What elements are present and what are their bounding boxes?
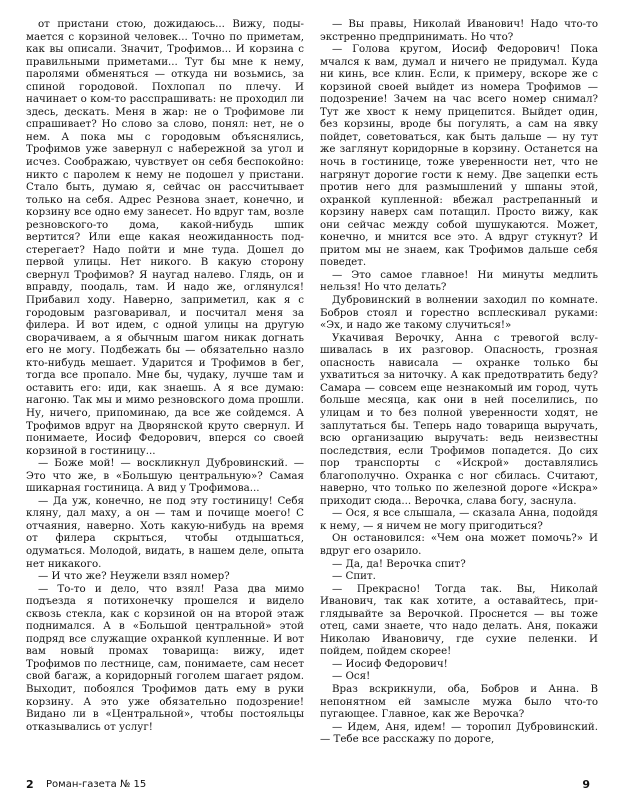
paragraph: Враз вскрикнули, оба, Бобров и Анна. В непонятном ей замысле мужа было что-то пугающее. Главное, как же Верочка? [320,682,598,721]
paragraph: — Это самое главное! Ни минуты медлить нельзя! Но что делать? [320,268,598,294]
paragraph: — Прекрасно! Тогда так. Вы, Николай Иванович, так как хотите, а оставайтесь, приглядывайте за Верочкой. Проснется — вы тоже отец, сами знаете, что надо делать. Аня, покажи Николаю Ивановичу, где сухие пеленки. И пойдем, пойдем скорее! [320,582,598,658]
publication-name: Роман-газета № 15 [46,779,147,790]
paragraph: Дубровинский в волнении заходил по комнате. Бобров стоял и горестно всплескивал руками: «Эх, и надо же такому случиться!» [320,294,598,332]
paragraph: — Спит. [332,570,376,583]
paragraph: — Ося, я все слышала, — сказала Анна, подойдя к нему, — я ничем не могу пригодиться? [320,507,598,532]
paragraph: Он остановился: «Чем она может помочь?» И вдруг его озарило. [320,532,598,557]
text-column-left [26,18,304,733]
paragraph: — Да уж, конечно, не под эту гостиницу! Себя кляну, дал маху, а он — там и почище моего! С отчаяния, наверно. Хоть какую-нибудь на время от филера скрыться, чтобы отдышаться, одуматься. Молодой, видать, в нашем деле, опыта нет никакого. [26,494,304,570]
paragraph: — Вы правы, Николай Иванович! Надо что-то экстренно предпринимать. Но что? [320,18,598,43]
paragraph: — И что же? Неужели взял номер? [38,570,230,583]
paragraph: от пристани стою, дожидаюсь... Вижу, подымается с корзиной человек... Точно по приметам, как вы описали. Значит, Трофимов... И корзина с правильными приметами... Тут бы мне к нему, паролями обменяться — откуда ни возьмись, за спиной городовой. Похлопал по плечу. И начинает о ком-то расспрашивать: не проходил ли здесь, дескать. Меня в жар: не о Трофимове ли спрашивает? Но слово за слово, понял: нет, не о нем. А пока мы с городовым объяснялись, Трофимов уже завернул с набережной за угол и исчез. Соображаю, чувствует он себя беспокойно: никто с паролем к нему не подошел у пристани. Стало быть, думаю я, сейчас он рассчитывает только на себя. Адрес Резнова знает, конечно, и корзину все одно ему занесет. Но вдруг там, возле резновского-то дома, какой-нибудь шпик вертится? Или еще какая неожиданность подстерегает? Надо пойти и мне туда. Дошел до первой улицы. Нет никого. В какую сторону свернул Трофимов? Я наугад налево. Глядь, он и вправду, поодаль, там. И надо же, оглянулся! Прибавил ходу. Наверно, заприметил, как я с городовым разговаривал, и посчитал меня за филера. И вот идем, с одной улицы на другую сворачиваем, а я обычным шагом никак догнать его не могу. Подбежать бы — обязательно назло кто-нибудь мешает. Ударится и Трофимов в бег, тогда все пропало. Мне бы, чудаку, лучше там и оставить его: иди, как знаешь. А я все думаю: нагоню. Так мы и мимо резновского дома прошли. Ну, ничего, припоминаю, да все же сойдемся. А Трофимов вдруг на Дворянской круто свернул. И понимаете, Иосиф Федорович, вперся со своей корзиной в гостиницу... [26,18,304,457]
paragraph: — Идем, Аня, идем! — торопил Дубровинский. — Тебе все расскажу по дороге, [320,720,598,746]
paragraph: — Да, да! Верочка спит? [332,557,466,570]
paragraph: — Голова кругом, Иосиф Федорович! Пока мчался к вам, думал и ничего не придумал. Куда ни кинь, все клин. Если, к примеру, вскоре же с корзиной своей выйдет из номера Трофимов — подозрение! Зачем на час всего номер снимал? Тут же хвост к нему прицепится. Выйдет один, без корзины, вроде бы погулять, а сам на явку пойдет, советоваться, как быть дальше — ну тут же заглянут коридорные в корзину. Останется на ночь в гостинице, тоже уверенности нет, что не нагрянут дорогие гости к нему. Две зацепки есть против него для размышлений у шпаны этой, охранкой купленной: вбежал растрепанный и корзину наверх сам потащил. Просто вижу, как они сейчас между собой шушукаются. Может, конечно, и мнится все это. А вдруг стукнут? И притом мы не знаем, как Трофимов дальше себя поведет. [320,43,598,269]
text-column-right [320,18,598,746]
paragraph: Укачивая Верочку, Анна с тревогой вслушивалась в их разговор. Опасность, грозная опасность нависала — охранке только бы ухватиться за ниточку. А как предотвратить беду? Самара — совсем еще незнакомый им город, чуть больше месяца, как они в ней поселились, по улицам и то без полной уверенности ходят, не заплутаться бы. Теперь надо товарища выручать, всю организацию выручать: ведь неизвестны последствия, если Трофимов попадется. До сих пор транспорты с «Искрой» доставлялись благополучно. Охранка с ног сбилась. Считают, наверно, что только по железной дороге «Искра» приходит сюда... Верочка, слава богу, заснула. [320,331,598,507]
paragraph: — Ося! [332,670,371,683]
signature-mark: 9 [582,778,590,791]
paragraph: — Иосиф Федорович! [332,657,448,670]
paragraph: — То-то и дело, что взял! Раза два мимо подъезда я потихонечку прошелся и видело сквозь стекла, как с корзиной он на второй этаж поднимался. А в «Большой центральной» этой подряд все служащие охранкой купленные. И вот вам новый промах товарища: вижу, идет Трофимов по лестнице, сам, понимаете, сам несет свой багаж, а коридорный гоголем шагает рядом. Выходит, побоялся Трофимов дать ему в руки корзину. А это уже обязательно подозрение! Видано ли в «Центральной», чтобы постояльцы отказывались от услуг! [26,582,304,733]
page-number: 2 [26,778,34,791]
page-footer [26,778,606,792]
paragraph: — Боже мой! — воскликнул Дубровинский. — Это что же, в «Большую центральную»? Самая шикарная гостиница. А вид у Трофимова... [26,457,304,495]
